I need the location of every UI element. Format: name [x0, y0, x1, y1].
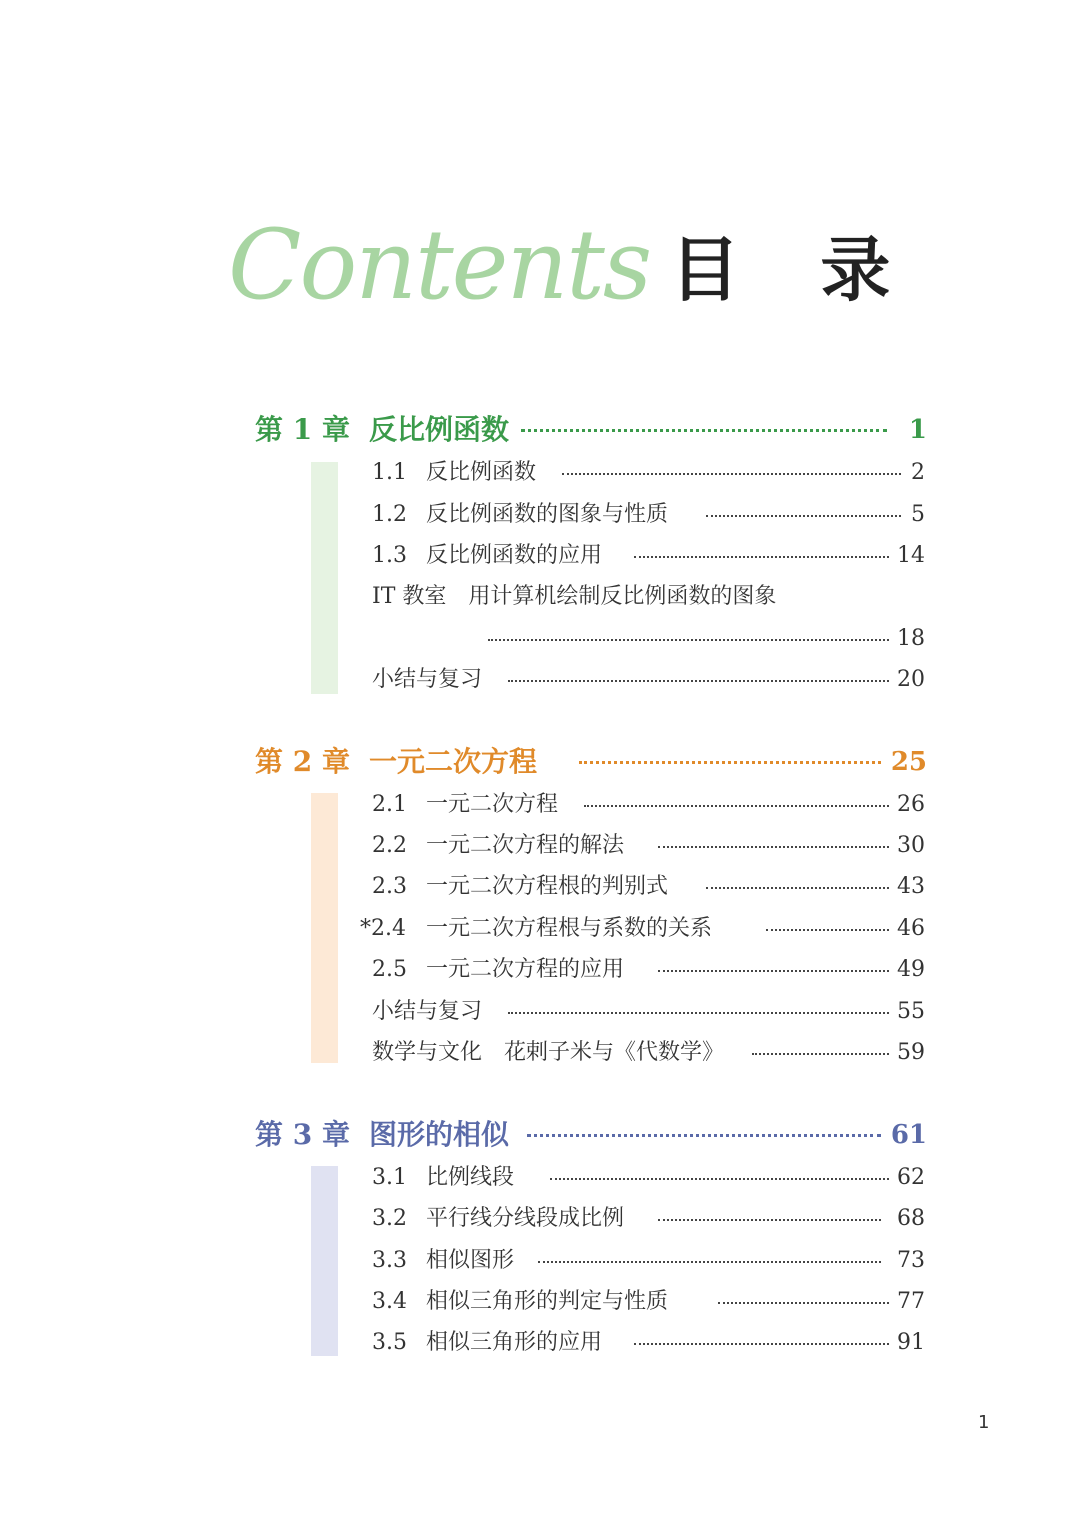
- entry-number: 2.3: [372, 874, 407, 899]
- toc-entry[interactable]: [360, 995, 927, 1029]
- leader-dots: [584, 805, 889, 807]
- chapter-3-heading[interactable]: [255, 1115, 927, 1155]
- entry-page: 30: [897, 833, 925, 858]
- entry-page: 20: [897, 667, 925, 692]
- chapter-1-bar: [311, 462, 338, 694]
- entry-page: 2: [911, 460, 925, 485]
- leader-dots: [634, 556, 889, 558]
- entry-page: 18: [897, 626, 925, 651]
- chapter-label: 第 1 章: [255, 413, 350, 446]
- toc-entry[interactable]: [360, 498, 927, 532]
- leader-dots: [508, 680, 889, 682]
- leader-dots: [488, 639, 889, 641]
- chapter-page: 25: [890, 747, 927, 777]
- leader-dots: [527, 1134, 881, 1137]
- leader-dots: [538, 1261, 881, 1263]
- entry-page: 73: [897, 1248, 925, 1273]
- entry-page: 43: [897, 874, 925, 899]
- toc-entry[interactable]: [360, 1202, 927, 1236]
- entry-title: 一元二次方程的解法: [426, 833, 625, 858]
- entry-number: 1.1: [372, 460, 407, 485]
- contents-script-title: Contents: [228, 209, 651, 321]
- entry-number: 1.3: [372, 543, 407, 568]
- entry-title: 一元二次方程根的判别式: [426, 874, 669, 899]
- toc-entry[interactable]: [360, 622, 927, 656]
- leader-dots: [658, 1219, 881, 1221]
- entry-page: 59: [897, 1040, 925, 1065]
- entry-title: 反比例函数的图象与性质: [426, 502, 669, 527]
- leader-dots: [634, 1343, 889, 1345]
- entry-number: *2.4: [360, 916, 406, 941]
- leader-dots: [550, 1178, 889, 1180]
- chapter-label: 第 3 章: [255, 1118, 350, 1151]
- entry-number: 3.5: [372, 1330, 407, 1355]
- leader-dots: [706, 887, 889, 889]
- entry-page: 26: [897, 792, 925, 817]
- entry-page: 46: [897, 916, 925, 941]
- entry-page: 68: [897, 1206, 925, 1231]
- chapter-title: 反比例函数: [369, 413, 510, 446]
- chapter-page: 1: [908, 415, 927, 445]
- entry-title: 小结与复习: [372, 667, 483, 692]
- leader-dots: [579, 761, 881, 764]
- entry-number: 2.1: [372, 792, 407, 817]
- entry-page: 14: [897, 543, 925, 568]
- entry-number: 2.2: [372, 833, 407, 858]
- entry-title: 小结与复习: [372, 999, 483, 1024]
- leader-dots: [706, 515, 901, 517]
- entry-title: 相似三角形的应用: [426, 1330, 603, 1355]
- chapter-title: 一元二次方程: [369, 745, 538, 778]
- toc-entry[interactable]: [360, 1326, 927, 1360]
- page-title: 目 录: [670, 229, 919, 311]
- leader-dots: [766, 929, 889, 931]
- entry-page: 62: [897, 1165, 925, 1190]
- toc-entry[interactable]: [360, 788, 927, 822]
- leader-dots: [521, 429, 887, 432]
- entry-number: 3.1: [372, 1165, 407, 1190]
- toc-entry[interactable]: [360, 870, 927, 904]
- leader-dots: [658, 970, 889, 972]
- leader-dots: [508, 1012, 889, 1014]
- entry-title: 一元二次方程: [426, 792, 559, 817]
- entry-number: 3.2: [372, 1206, 407, 1231]
- entry-number: 3.4: [372, 1289, 407, 1314]
- chapter-title: 图形的相似: [369, 1118, 510, 1151]
- leader-dots: [562, 473, 901, 475]
- leader-dots: [658, 846, 889, 848]
- entry-page: 55: [897, 999, 925, 1024]
- toc-entry[interactable]: [360, 539, 927, 573]
- toc-entry[interactable]: [360, 456, 927, 490]
- chapter-label: 第 2 章: [255, 745, 350, 778]
- chapter-2-heading[interactable]: [255, 742, 927, 782]
- entry-title: IT 教室 用计算机绘制反比例函数的图象: [372, 584, 777, 609]
- entry-number: 2.5: [372, 957, 407, 982]
- toc-entry[interactable]: [360, 663, 927, 697]
- chapter-page: 61: [890, 1120, 927, 1150]
- entry-title: 平行线分线段成比例: [426, 1206, 625, 1231]
- entry-number: 3.3: [372, 1248, 407, 1273]
- leader-dots: [752, 1053, 889, 1055]
- toc-entry[interactable]: [360, 829, 927, 863]
- entry-title: 相似图形: [426, 1248, 515, 1273]
- entry-number: 1.2: [372, 502, 407, 527]
- chapter-2-bar: [311, 793, 338, 1063]
- entry-title: 比例线段: [426, 1165, 515, 1190]
- entry-page: 77: [897, 1289, 925, 1314]
- entry-title: 数学与文化 花剌子米与《代数学》: [372, 1040, 725, 1065]
- entry-page: 91: [897, 1330, 925, 1355]
- toc-entry[interactable]: [360, 580, 927, 614]
- toc-entry[interactable]: [360, 1285, 927, 1319]
- entry-title: 反比例函数的应用: [426, 543, 603, 568]
- toc-entry[interactable]: [360, 953, 927, 987]
- entry-title: 一元二次方程的应用: [426, 957, 625, 982]
- entry-title: 一元二次方程根与系数的关系: [426, 916, 713, 941]
- chapter-1-heading[interactable]: [255, 410, 927, 450]
- leader-dots: [718, 1302, 889, 1304]
- entry-page: 49: [897, 957, 925, 982]
- toc-entry[interactable]: [360, 912, 927, 946]
- entry-page: 5: [911, 502, 925, 527]
- toc-entry[interactable]: [360, 1161, 927, 1195]
- toc-entry[interactable]: [360, 1036, 927, 1070]
- entry-title: 反比例函数: [426, 460, 537, 485]
- toc-entry[interactable]: [360, 1244, 927, 1278]
- page-number: 1: [978, 1412, 990, 1433]
- chapter-3-bar: [311, 1166, 338, 1356]
- entry-title: 相似三角形的判定与性质: [426, 1289, 669, 1314]
